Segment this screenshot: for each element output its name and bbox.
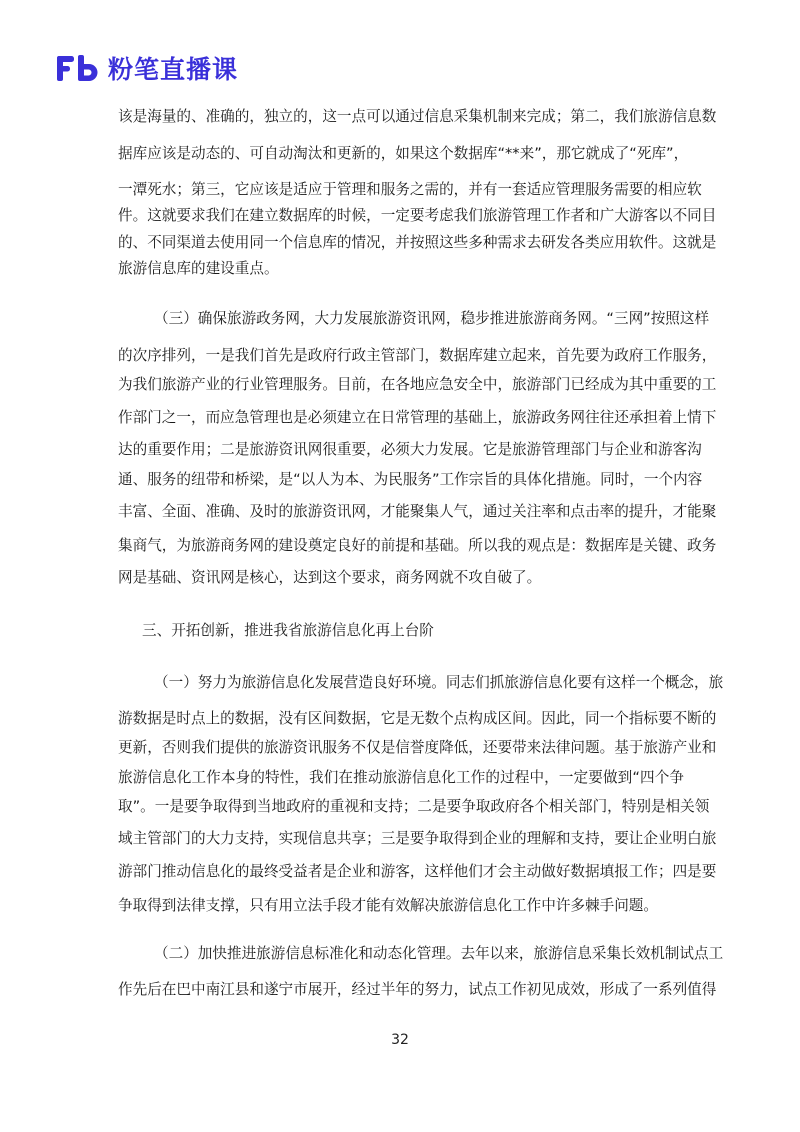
text-line: （二）加快推进旅游信息标准化和动态化管理。去年以来，旅游信息采集长效机制试点工 [154, 945, 724, 962]
text-line: 更新，否则我们提供的旅游资讯服务不仅是信誉度降低，还要带来法律问题。基于旅游产业和 [118, 739, 717, 756]
brand-name: 粉笔直播课 [108, 55, 239, 84]
text-line: 域主管部门的大力支持，实现信息共享；三是要争取得到企业的理解和支持，要让企业明白旅 [118, 830, 717, 847]
page-number: 32 [391, 1032, 409, 1048]
text-line: 的次序排列，一是我们首先是政府行政主管部门，数据库建立起来，首先要为政府工作服务， [118, 347, 717, 364]
text-line: 一潭死水；第三，它应该是适应于管理和服务之需的，并有一套适应管理服务需要的相应软 [118, 181, 702, 198]
text-line: 集商气，为旅游商务网的建设奠定良好的前提和基础。所以我的观点是：数据库是关键、政务 [118, 537, 717, 554]
text-line: 作先后在巴中南江县和遂宁市展开，经过半年的努力，试点工作初见成效，形成了一系列值得 [118, 981, 717, 998]
page-header [56, 52, 238, 84]
text-line: 通、服务的纽带和桥梁，是“以人为本、为民服务”工作宗旨的具体化措施。同时，一个内容 [118, 471, 703, 488]
text-line: 件。这就要求我们在建立数据库的时候，一定要考虑我们旅游管理工作者和广大游客以不同目 [118, 207, 717, 224]
text-line: 达的重要作用；二是旅游资讯网很重要，必须大力发展。它是旅游管理部门与企业和游客沟 [118, 441, 702, 458]
text-line: 旅游信息化工作本身的特性，我们在推动旅游信息化工作的过程中，一定要做到“四个争 [118, 769, 684, 786]
section-heading: 三、开拓创新，推进我省旅游信息化再上台阶 [142, 622, 434, 639]
text-line: 该是海量的、准确的，独立的，这一点可以通过信息采集机制来完成；第二，我们旅游信息数 [118, 108, 717, 125]
text-line: 据库应该是动态的、可自动淘汰和更新的，如果这个数据库“**来”，那它就成了“死库”， [118, 145, 689, 162]
text-line: 为我们旅游产业的行业管理服务。目前，在各地应急安全中，旅游部门已经成为其中重要的工 [118, 376, 717, 393]
text-line: 网是基础、资讯网是核心，达到这个要求，商务网就不攻自破了。 [118, 569, 542, 586]
text-line: （一）努力为旅游信息化发展营造良好环境。同志们抓旅游信息化要有这样一个概念，旅 [154, 674, 724, 691]
text-line: 的、不同渠道去使用同一个信息库的情况，并按照这些多种需求去研发各类应用软件。这就是 [118, 234, 717, 251]
text-line: 旅游信息库的建设重点。 [118, 260, 279, 277]
text-line: 丰富、全面、准确、及时的旅游资讯网，才能聚集人气，通过关注率和点击率的提升，才能聚 [118, 503, 717, 520]
text-line: 游数据是时点上的数据，没有区间数据，它是无数个点构成区间。因此，同一个指标要不断的 [118, 710, 717, 727]
text-line: 作部门之一，而应急管理也是必须建立在日常管理的基础上，旅游政务网往往还承担着上情下 [118, 409, 717, 426]
text-line: 争取得到法律支撑，只有用立法手段才能有效解决旅游信息化工作中许多棘手问题。 [118, 897, 658, 914]
text-line: 游部门推动信息化的最终受益者是企业和游客，这样他们才会主动做好数据填报工作；四是要 [118, 863, 717, 880]
text-line: （三）确保旅游政务网，大力发展旅游资讯网，稳步推进旅游商务网。“三网”按照这样 [154, 310, 710, 327]
fb-logo-icon [56, 53, 102, 83]
text-line: 取”。一是要争取得到当地政府的重视和支持；二是要争取政府各个相关部门，特别是相关领 [118, 798, 710, 815]
